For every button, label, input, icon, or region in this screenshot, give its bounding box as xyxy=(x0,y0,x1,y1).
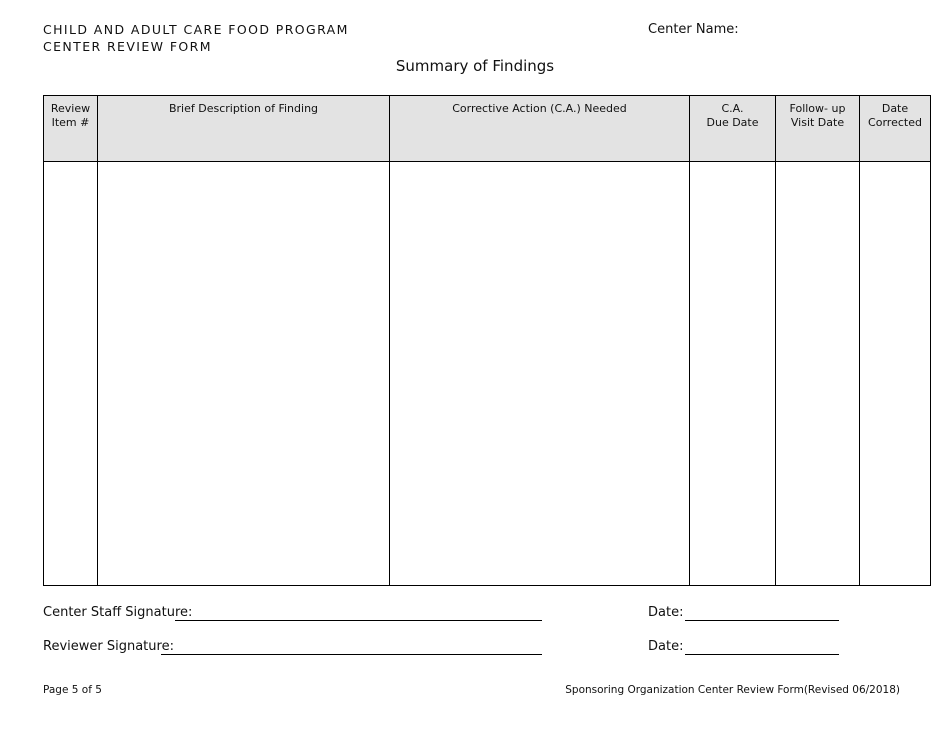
col-header-description: Brief Description of Finding xyxy=(98,96,390,162)
section-title: Summary of Findings xyxy=(395,57,555,75)
reviewer-signature-line[interactable] xyxy=(161,654,542,655)
col-header-date-corrected: Date Corrected xyxy=(860,96,931,162)
date-corrected-cell[interactable] xyxy=(860,162,931,586)
table-row xyxy=(44,162,931,586)
follow-up-date-cell[interactable] xyxy=(776,162,860,586)
center-name-label: Center Name: xyxy=(648,22,739,37)
review-item-cell[interactable] xyxy=(44,162,98,586)
staff-signature-label: Center Staff Signature: xyxy=(43,605,193,620)
corrective-action-cell[interactable] xyxy=(390,162,690,586)
page-number: Page 5 of 5 xyxy=(43,684,102,696)
reviewer-date-line[interactable] xyxy=(685,654,839,655)
ca-due-date-cell[interactable] xyxy=(690,162,776,586)
col-header-corrective-action: Corrective Action (C.A.) Needed xyxy=(390,96,690,162)
reviewer-date-label: Date: xyxy=(648,639,684,654)
description-cell[interactable] xyxy=(98,162,390,586)
program-title: CHILD AND ADULT CARE FOOD PROGRAM xyxy=(43,22,349,37)
staff-date-label: Date: xyxy=(648,605,684,620)
form-title: CENTER REVIEW FORM xyxy=(43,39,212,54)
staff-date-line[interactable] xyxy=(685,620,839,621)
col-header-ca-due-date: C.A. Due Date xyxy=(690,96,776,162)
staff-signature-line[interactable] xyxy=(175,620,542,621)
reviewer-signature-label: Reviewer Signature: xyxy=(43,639,174,654)
col-header-follow-up-date: Follow- up Visit Date xyxy=(776,96,860,162)
form-reference: Sponsoring Organization Center Review Form(Revised 06/2018) xyxy=(565,684,900,696)
findings-table xyxy=(43,95,931,586)
col-header-review-item: Review Item # xyxy=(44,96,98,162)
table-header-row xyxy=(44,96,931,162)
